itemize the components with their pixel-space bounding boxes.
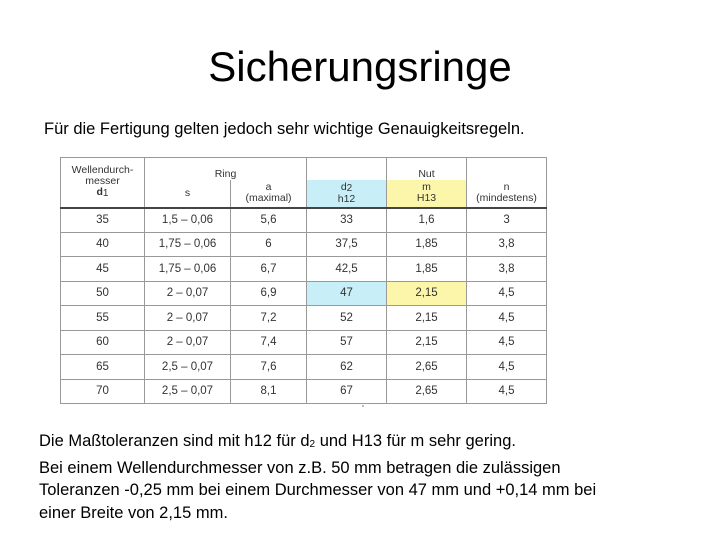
header-d2-tolerance: h12 — [337, 192, 356, 205]
header-d2-symbol: d2 — [340, 180, 353, 194]
cell-d2: 47 — [307, 281, 387, 306]
cell-m: 2,15 — [387, 306, 467, 331]
cell-s: 1,75 – 0,06 — [145, 257, 231, 282]
scan-speck — [362, 405, 364, 407]
cell-d2: 52 — [307, 306, 387, 331]
header-n-label: n — [503, 181, 510, 193]
cell-s: 1,5 – 0,06 — [145, 208, 231, 233]
cell-a: 7,6 — [231, 355, 307, 380]
header-a-note: (maximal) — [245, 192, 292, 204]
tolerance-table — [60, 157, 547, 404]
cell-m: 1,85 — [387, 257, 467, 282]
header-n-note: (mindestens) — [476, 192, 537, 204]
cell-n: 3,8 — [467, 232, 547, 257]
cell-m: 1,85 — [387, 232, 467, 257]
cell-d1: 45 — [61, 257, 145, 282]
cell-d1: 55 — [61, 306, 145, 331]
cell-n: 4,5 — [467, 379, 547, 404]
cell-n: 3 — [467, 208, 547, 233]
cell-m: 2,15 — [387, 281, 467, 306]
header-ring-group: Ring — [145, 158, 307, 180]
cell-a: 6 — [231, 232, 307, 257]
table-row — [61, 257, 547, 282]
header-m — [387, 180, 467, 208]
cell-m: 2,15 — [387, 330, 467, 355]
cell-d1: 35 — [61, 208, 145, 233]
table-row — [61, 330, 547, 355]
header-d1-symbol: d1 — [96, 186, 109, 200]
cell-m: 2,65 — [387, 355, 467, 380]
header-a-label: a — [265, 181, 272, 193]
header-d1-line1: Wellendurch- — [71, 164, 134, 177]
cell-a: 7,2 — [231, 306, 307, 331]
cell-n: 4,5 — [467, 306, 547, 331]
tolerance-table-image — [58, 157, 548, 403]
cell-s: 2 – 0,07 — [145, 306, 231, 331]
cell-s: 1,75 – 0,06 — [145, 232, 231, 257]
intro-text: Für die Fertigung gelten jedoch sehr wichtige Genauigkeitsregeln. — [44, 120, 525, 138]
footer-line-4: einer Breite von 2,15 mm. — [39, 503, 228, 522]
table-row — [61, 306, 547, 331]
cell-a: 7,4 — [231, 330, 307, 355]
footer-line-2: Bei einem Wellendurchmesser von z.B. 50 mm betragen die zulässigen — [39, 458, 561, 477]
cell-a: 6,9 — [231, 281, 307, 306]
table-row — [61, 379, 547, 404]
header-row-group — [61, 158, 547, 180]
table-row — [61, 281, 547, 306]
cell-d2: 57 — [307, 330, 387, 355]
cell-n: 3,8 — [467, 257, 547, 282]
header-nut-right-spacer — [467, 158, 547, 180]
header-n — [467, 180, 547, 208]
cell-a: 6,7 — [231, 257, 307, 282]
cell-a: 5,6 — [231, 208, 307, 233]
cell-m: 2,65 — [387, 379, 467, 404]
header-s: s — [145, 180, 231, 208]
cell-d2: 67 — [307, 379, 387, 404]
header-m-label: m — [422, 181, 431, 193]
header-nut-left-spacer — [307, 158, 387, 180]
table-row — [61, 355, 547, 380]
cell-n: 4,5 — [467, 355, 547, 380]
cell-s: 2,5 – 0,07 — [145, 379, 231, 404]
header-a — [231, 180, 307, 208]
slide-title: Sicherungsringe — [208, 43, 512, 90]
footer-text — [39, 430, 689, 524]
header-nut-group: Nut — [387, 158, 467, 180]
footer-line-1: Die Maßtoleranzen sind mit h12 für d2 und H13 für m sehr gering. — [39, 432, 516, 450]
cell-d1: 60 — [61, 330, 145, 355]
cell-d1: 40 — [61, 232, 145, 257]
cell-d2: 37,5 — [307, 232, 387, 257]
table-body — [61, 208, 547, 404]
cell-s: 2 – 0,07 — [145, 281, 231, 306]
cell-a: 8,1 — [231, 379, 307, 404]
cell-d2: 42,5 — [307, 257, 387, 282]
header-m-tolerance: H13 — [416, 192, 437, 204]
header-d1-line2: messer — [85, 175, 120, 188]
table-row — [61, 232, 547, 257]
cell-d2: 62 — [307, 355, 387, 380]
cell-d1: 65 — [61, 355, 145, 380]
footer-line-3: Toleranzen -0,25 mm bei einem Durchmesser von 47 mm und +0,14 mm bei — [39, 481, 597, 500]
cell-d1: 70 — [61, 379, 145, 404]
cell-s: 2 – 0,07 — [145, 330, 231, 355]
cell-d2: 33 — [307, 208, 387, 233]
cell-s: 2,5 – 0,07 — [145, 355, 231, 380]
cell-d1: 50 — [61, 281, 145, 306]
header-d1 — [61, 158, 145, 208]
cell-n: 4,5 — [467, 330, 547, 355]
header-d2 — [307, 180, 387, 208]
table-row — [61, 208, 547, 233]
cell-n: 4,5 — [467, 281, 547, 306]
cell-m: 1,6 — [387, 208, 467, 233]
